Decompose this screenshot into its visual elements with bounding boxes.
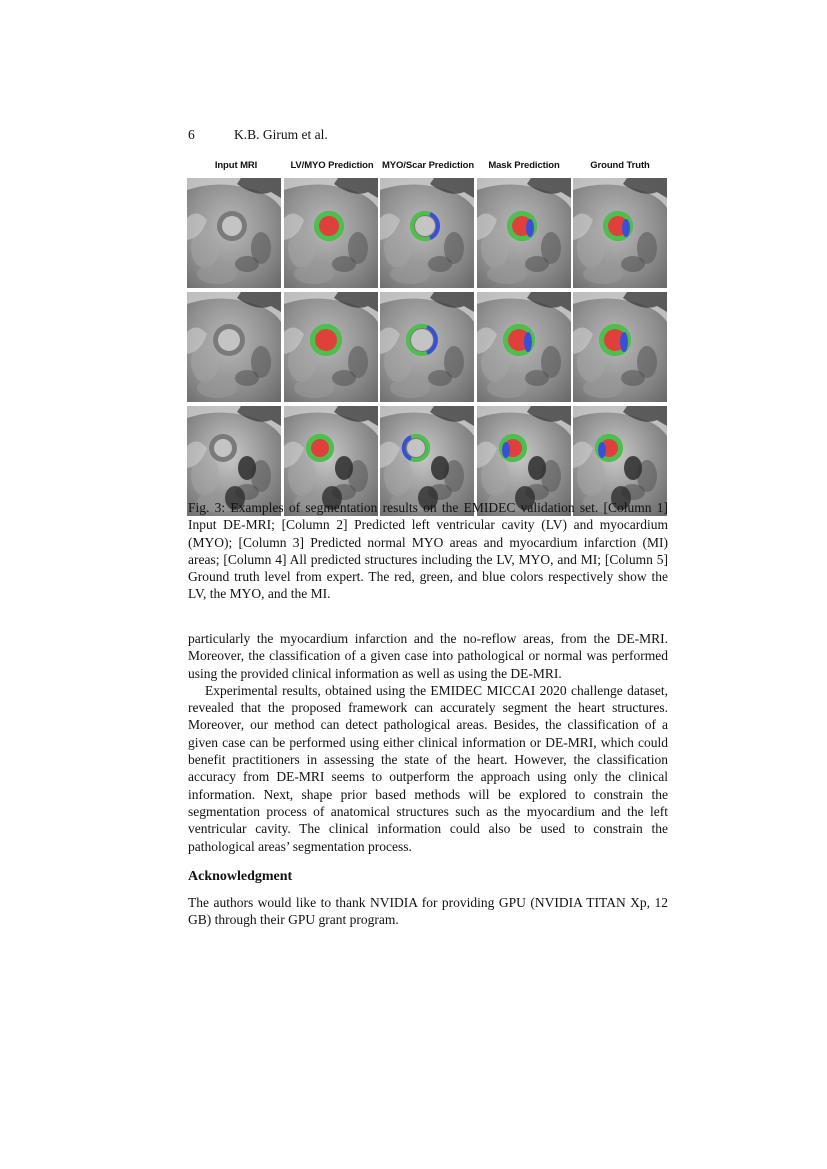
mri-tile-lv-myo-prediction-row-2 <box>284 292 378 402</box>
mri-slice-image <box>380 178 474 288</box>
mri-slice-image <box>284 292 378 402</box>
mri-slice-image <box>284 178 378 288</box>
acknowledgment-heading: Acknowledgment <box>188 869 293 884</box>
mri-slice-image <box>573 292 667 402</box>
mri-tile-ground-truth-row-2 <box>573 292 667 402</box>
mri-tile-lv-myo-prediction-row-1 <box>284 178 378 288</box>
column-title-mask-prediction: Mask Prediction <box>488 160 560 171</box>
column-title-ground-truth: Ground Truth <box>590 160 650 171</box>
mri-tile-ground-truth-row-1 <box>573 178 667 288</box>
mri-tile-mask-prediction-row-1 <box>477 178 571 288</box>
paragraph: particularly the myocardium infarction and the no-reflow areas, from the DE-MRI. Moreover, the classification of a given case into pathological or normal was performed using the provided clinical information as well as using the DE-MRI. <box>188 631 668 681</box>
mri-tile-mask-prediction-row-2 <box>477 292 571 402</box>
figure-caption: Fig. 3: Examples of segmentation results on the EMIDEC validation set. [Column 1] Input DE-MRI; [Column 2] Predicted left ventricular cavity (LV) and myocardium (MYO); [Column 3] Predicted normal MYO areas and myocardium infarction (MI) areas; [Column 4] All predicted structures including the LV, MYO, and MI; [Column 5] Ground truth level from expert. The red, green, and blue colors respectively show the LV, the MYO, and the MI. <box>188 500 668 602</box>
column-title-input-mri: Input MRI <box>214 160 258 171</box>
mri-tile-input-mri-row-2 <box>187 292 281 402</box>
running-header <box>188 127 328 143</box>
column-title-lv-myo-prediction: LV/MYO Prediction <box>290 160 374 171</box>
page-number: 6 <box>188 127 195 142</box>
mri-slice-image <box>477 292 571 402</box>
mri-tile-myo-scar-prediction-row-2 <box>380 292 474 402</box>
mri-slice-image <box>477 178 571 288</box>
mri-slice-image <box>187 178 281 288</box>
running-authors: K.B. Girum et al. <box>234 127 328 142</box>
mri-slice-image <box>187 292 281 402</box>
figure-column-titles <box>188 160 668 176</box>
mri-slice-image <box>573 178 667 288</box>
acknowledgment-text: The authors would like to thank NVIDIA for providing GPU (NVIDIA TITAN Xp, 12 GB) through their GPU grant program. <box>188 895 668 928</box>
body-text <box>188 630 668 855</box>
paragraph: Experimental results, obtained using the EMIDEC MICCAI 2020 challenge dataset, revealed that the proposed framework can accurately segment the heart structures. Moreover, our method can detect pathological areas. Besides, the classification of a given case can be performed using either clinical information or DE-MRI, which could benefit practitioners in assessing the state of the heart. However, the classification accuracy from DE-MRI seems to outperform the approach using only the clinical information. Next, shape prior based methods will be explored to constrain the segmentation process of anatomical structures such as the myocardium and the left ventricular cavity. The clinical information could also be used to constrain the pathological areas’ segmentation process. <box>188 682 668 854</box>
mri-slice-image <box>380 292 474 402</box>
column-title-myo-scar-prediction: MYO/Scar Prediction <box>381 160 475 171</box>
mri-tile-input-mri-row-1 <box>187 178 281 288</box>
segmentation-figure-grid <box>187 178 668 484</box>
mri-tile-myo-scar-prediction-row-1 <box>380 178 474 288</box>
